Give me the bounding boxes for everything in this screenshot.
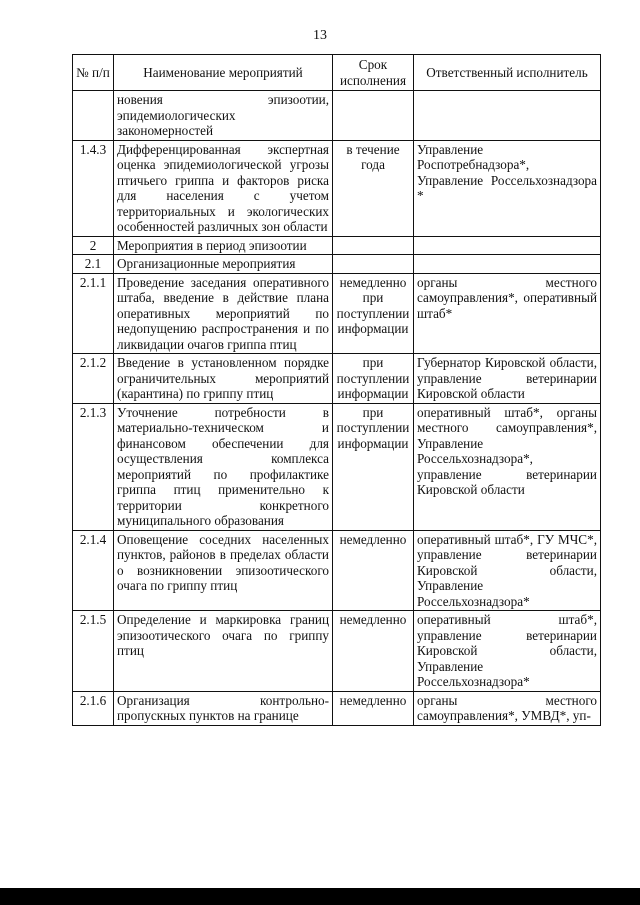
page-number: 13 (313, 28, 327, 43)
table-row (73, 354, 601, 404)
row-resp: органы местного самоуправления*, оперативный штаб* (414, 273, 601, 354)
row-name: Мероприятия в период эпизоотии (114, 236, 333, 255)
row-resp (414, 236, 601, 255)
table-row (73, 611, 601, 692)
table-row (73, 273, 601, 354)
row-resp: Губернатор Кировской области, управление ветеринарии Кировской области (414, 354, 601, 404)
row-name: Введение в установленном порядке ограничительных мероприятий (карантина) по гриппу птиц (114, 354, 333, 404)
header-resp: Ответственный исполнитель (414, 55, 601, 91)
row-name: Проведение заседания оперативного штаба, введение в действие плана оперативных мероприятий по недопущению распространения и по ликвидации очагов гриппа птиц (114, 273, 333, 354)
row-name: Уточнение потребности в материально-техническом и финансовом обеспечении для осуществления комплекса мероприятий по профилактике гриппа птиц применительно к территории конкретного муниципального образования (114, 403, 333, 530)
row-num: 2.1.5 (73, 611, 114, 692)
row-num: 2.1.2 (73, 354, 114, 404)
table-row (73, 140, 601, 236)
row-term: при поступлении информации (333, 354, 414, 404)
table-row (73, 530, 601, 611)
row-term: немедленно при поступлении информации (333, 273, 414, 354)
table-row (73, 691, 601, 725)
table-row (73, 255, 601, 274)
header-name: Наименование мероприятий (114, 55, 333, 91)
row-resp: оперативный штаб*, ГУ МЧС*, управление ветеринарии Кировской области, Управление Россельхознадзора* (414, 530, 601, 611)
row-resp: Управление Роспотребнадзора*, Управление Россельхознадзора * (414, 140, 601, 236)
row-num: 2.1.3 (73, 403, 114, 530)
row-term: в течение года (333, 140, 414, 236)
header-row (73, 55, 601, 91)
row-resp: оперативный штаб*, управление ветеринарии Кировской области, Управление Россельхознадзора* (414, 611, 601, 692)
row-num: 1.4.3 (73, 140, 114, 236)
row-term: немедленно (333, 691, 414, 725)
row-num: 2.1.1 (73, 273, 114, 354)
scan-bottom-border (0, 888, 640, 905)
row-term: при поступлении информации (333, 403, 414, 530)
row-num: 2 (73, 236, 114, 255)
row-name: Определение и маркировка границ эпизоотического очага по гриппу птиц (114, 611, 333, 692)
row-term (333, 236, 414, 255)
row-name: Оповещение соседних населенных пунктов, районов в пределах области о возникновении эпизоотического очага по гриппу птиц (114, 530, 333, 611)
row-name: Организационные мероприятия (114, 255, 333, 274)
row-name: Организация контрольно-пропускных пунктов на границе (114, 691, 333, 725)
measures-table (72, 54, 601, 726)
row-name: новения эпизоотии, эпидемиологических закономерностей (114, 91, 333, 141)
row-num: 2.1.6 (73, 691, 114, 725)
row-num: 2.1 (73, 255, 114, 274)
row-resp: органы местного самоуправления*, УМВД*, уп- (414, 691, 601, 725)
row-resp: оперативный штаб*, органы местного самоуправления*, Управление Россельхознадзора*, управление ветеринарии Кировской области (414, 403, 601, 530)
row-resp (414, 255, 601, 274)
row-num: 2.1.4 (73, 530, 114, 611)
row-term (333, 91, 414, 141)
row-term: немедленно (333, 611, 414, 692)
header-num: № п/п (73, 55, 114, 91)
row-num (73, 91, 114, 141)
table-row (73, 91, 601, 141)
table-row (73, 403, 601, 530)
row-resp (414, 91, 601, 141)
row-name: Дифференцированная экспертная оценка эпидемиологической угрозы птичьего гриппа и факторов риска для населения с учетом территориальных и экологических особенностей различных зон области (114, 140, 333, 236)
row-term: немедленно (333, 530, 414, 611)
row-term (333, 255, 414, 274)
header-term: Срок исполнения (333, 55, 414, 91)
table-row (73, 236, 601, 255)
